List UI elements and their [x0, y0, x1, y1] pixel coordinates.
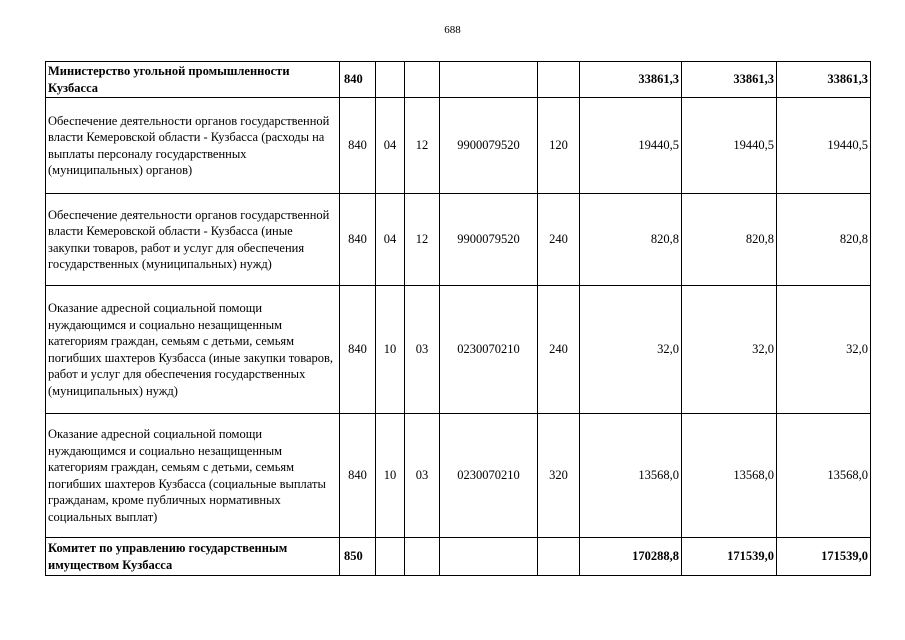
- row-year3: 32,0: [777, 286, 871, 414]
- row-name: Оказание адресной социальной помощи нуждающимся и социально незащищенным категориям граждан, семьям с детьми, семьям погибших шахтеров Кузбасса (иные закупки товаров, работ и услуг для обеспечения государственных (муниципальных) нужд): [46, 286, 340, 414]
- budget-table: [45, 61, 871, 576]
- row-year3: 19440,5: [777, 98, 871, 194]
- table-row: [46, 62, 871, 98]
- row-year2: 19440,5: [682, 98, 777, 194]
- row-rz: 04: [376, 98, 405, 194]
- row-vr: 240: [538, 286, 580, 414]
- row-pr: 03: [405, 414, 440, 538]
- page-number: 688: [444, 24, 461, 36]
- row-gr: 840: [340, 414, 376, 538]
- row-year3: 33861,3: [777, 62, 871, 98]
- row-gr: 840: [340, 194, 376, 286]
- row-csr: [440, 62, 538, 98]
- row-rz: 10: [376, 414, 405, 538]
- row-pr: [405, 538, 440, 576]
- row-year2: 32,0: [682, 286, 777, 414]
- row-csr: 0230070210: [440, 414, 538, 538]
- row-year3: 820,8: [777, 194, 871, 286]
- row-vr: 320: [538, 414, 580, 538]
- row-year1: 32,0: [580, 286, 682, 414]
- row-name: Министерство угольной промышленности Кузбасса: [46, 62, 340, 98]
- table-row: [46, 194, 871, 286]
- row-vr: 120: [538, 98, 580, 194]
- row-name: Комитет по управлению государственным имуществом Кузбасса: [46, 538, 340, 576]
- row-csr: 9900079520: [440, 98, 538, 194]
- row-rz: [376, 538, 405, 576]
- row-year2: 171539,0: [682, 538, 777, 576]
- row-name: Обеспечение деятельности органов государственной власти Кемеровской области - Кузбасса (иные закупки товаров, работ и услуг для обеспечения государственных (муниципальных) нужд): [46, 194, 340, 286]
- row-year1: 19440,5: [580, 98, 682, 194]
- row-year3: 13568,0: [777, 414, 871, 538]
- row-year2: 33861,3: [682, 62, 777, 98]
- row-year1: 820,8: [580, 194, 682, 286]
- row-year1: 33861,3: [580, 62, 682, 98]
- row-pr: 12: [405, 98, 440, 194]
- row-csr: [440, 538, 538, 576]
- row-gr: 840: [340, 286, 376, 414]
- table-row: [46, 414, 871, 538]
- row-year2: 820,8: [682, 194, 777, 286]
- row-name: Обеспечение деятельности органов государственной власти Кемеровской области - Кузбасса (расходы на выплаты персоналу государственных (муниципальных) органов): [46, 98, 340, 194]
- row-pr: 12: [405, 194, 440, 286]
- table-row: [46, 538, 871, 576]
- row-vr: [538, 538, 580, 576]
- row-gr: 840: [340, 62, 376, 98]
- row-csr: 0230070210: [440, 286, 538, 414]
- row-gr: 840: [340, 98, 376, 194]
- row-year1: 170288,8: [580, 538, 682, 576]
- row-rz: [376, 62, 405, 98]
- table-row: [46, 98, 871, 194]
- row-vr: [538, 62, 580, 98]
- row-csr: 9900079520: [440, 194, 538, 286]
- table-row: [46, 286, 871, 414]
- row-year3: 171539,0: [777, 538, 871, 576]
- row-rz: 10: [376, 286, 405, 414]
- row-vr: 240: [538, 194, 580, 286]
- row-gr: 850: [340, 538, 376, 576]
- row-name: Оказание адресной социальной помощи нуждающимся и социально незащищенным категориям граждан, семьям с детьми, семьям погибших шахтеров Кузбасса (социальные выплаты гражданам, кроме публичных нормативных социальных выплат): [46, 414, 340, 538]
- row-pr: [405, 62, 440, 98]
- row-pr: 03: [405, 286, 440, 414]
- row-rz: 04: [376, 194, 405, 286]
- row-year2: 13568,0: [682, 414, 777, 538]
- row-year1: 13568,0: [580, 414, 682, 538]
